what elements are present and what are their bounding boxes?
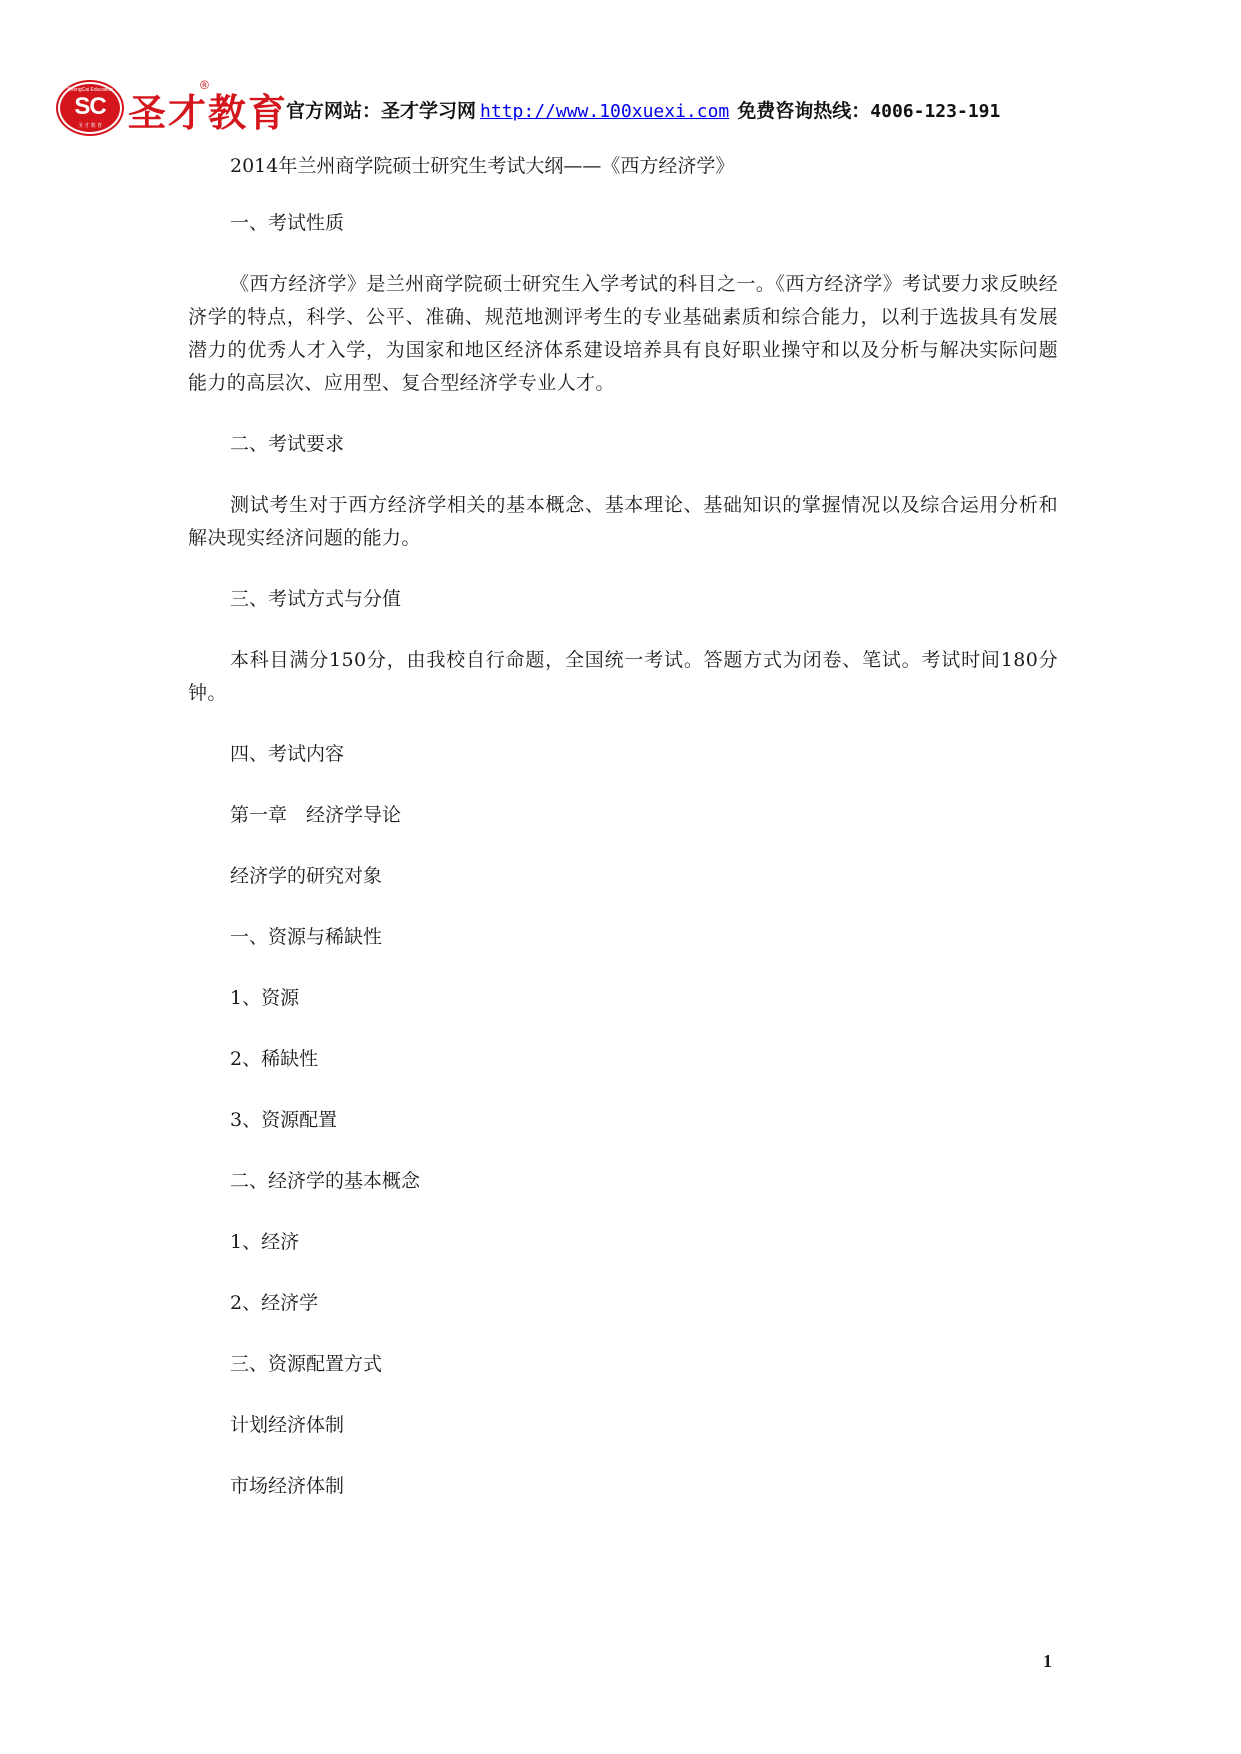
hotline-label: 免费咨询热线： <box>737 100 871 122</box>
shengcai-logo <box>58 78 289 135</box>
section-heading: 一、考试性质 <box>230 212 345 234</box>
section-heading: 市场经济体制 <box>230 1475 345 1497</box>
site-label: 官方网站：圣才学习网 <box>286 100 477 122</box>
registered-mark: ® <box>200 78 209 92</box>
section-heading: 三、考试方式与分值 <box>230 588 402 610</box>
body-paragraph: 《西方经济学》是兰州商学院硕士研究生入学考试的科目之一。《西方经济学》考试要力求反映经济学的特点，科学、公平、准确、规范地测评考生的专业基础素质和综合能力，以利于选拔具有发展潜力的优秀人才入学，为国家和地区经济体系建设培养具有良好职业操守和以及分析与解决实际问题能力的高层次、应用型、复合型经济学专业人才。 <box>188 273 1058 394</box>
section-heading: 计划经济体制 <box>230 1414 345 1436</box>
section-heading: 二、经济学的基本概念 <box>230 1170 421 1192</box>
hotline-number: 4006-123-191 <box>870 101 1001 122</box>
section-heading: 1、经济 <box>230 1231 300 1253</box>
body-paragraph: 本科目满分150分，由我校自行命题，全国统一考试。答题方式为闭卷、笔试。考试时间180分钟。 <box>188 649 1058 704</box>
section-heading: 第一章 经济学导论 <box>230 804 402 826</box>
site-url-link[interactable]: http://www.100xuexi.com <box>480 101 730 122</box>
section-heading: 1、资源 <box>230 987 300 1009</box>
page-number: 1 <box>1043 1651 1052 1671</box>
page-header <box>58 74 1068 134</box>
section-heading: 四、考试内容 <box>230 743 345 765</box>
document-blocks <box>188 207 1058 1503</box>
section-heading: 3、资源配置 <box>230 1109 338 1131</box>
section-heading: 经济学的研究对象 <box>230 865 383 887</box>
body-paragraph: 测试考生对于西方经济学相关的基本概念、基本理论、基础知识的掌握情况以及综合运用分析和解决现实经济问题的能力。 <box>188 494 1058 549</box>
section-heading: 一、资源与稀缺性 <box>230 926 383 948</box>
section-heading: 2、稀缺性 <box>230 1048 319 1070</box>
sc-badge-icon: ShengCai Education SC 圣 才 教 育 <box>58 82 122 134</box>
section-heading: 2、经济学 <box>230 1292 319 1314</box>
document-body <box>188 150 1058 1531</box>
section-heading: 三、资源配置方式 <box>230 1353 383 1375</box>
section-heading: 二、考试要求 <box>230 433 345 455</box>
header-contact-line <box>286 96 1000 123</box>
document-title: 2014年兰州商学院硕士研究生考试大纲——《西方经济学》 <box>230 155 735 177</box>
logo-text: 圣才教育 <box>128 90 289 135</box>
